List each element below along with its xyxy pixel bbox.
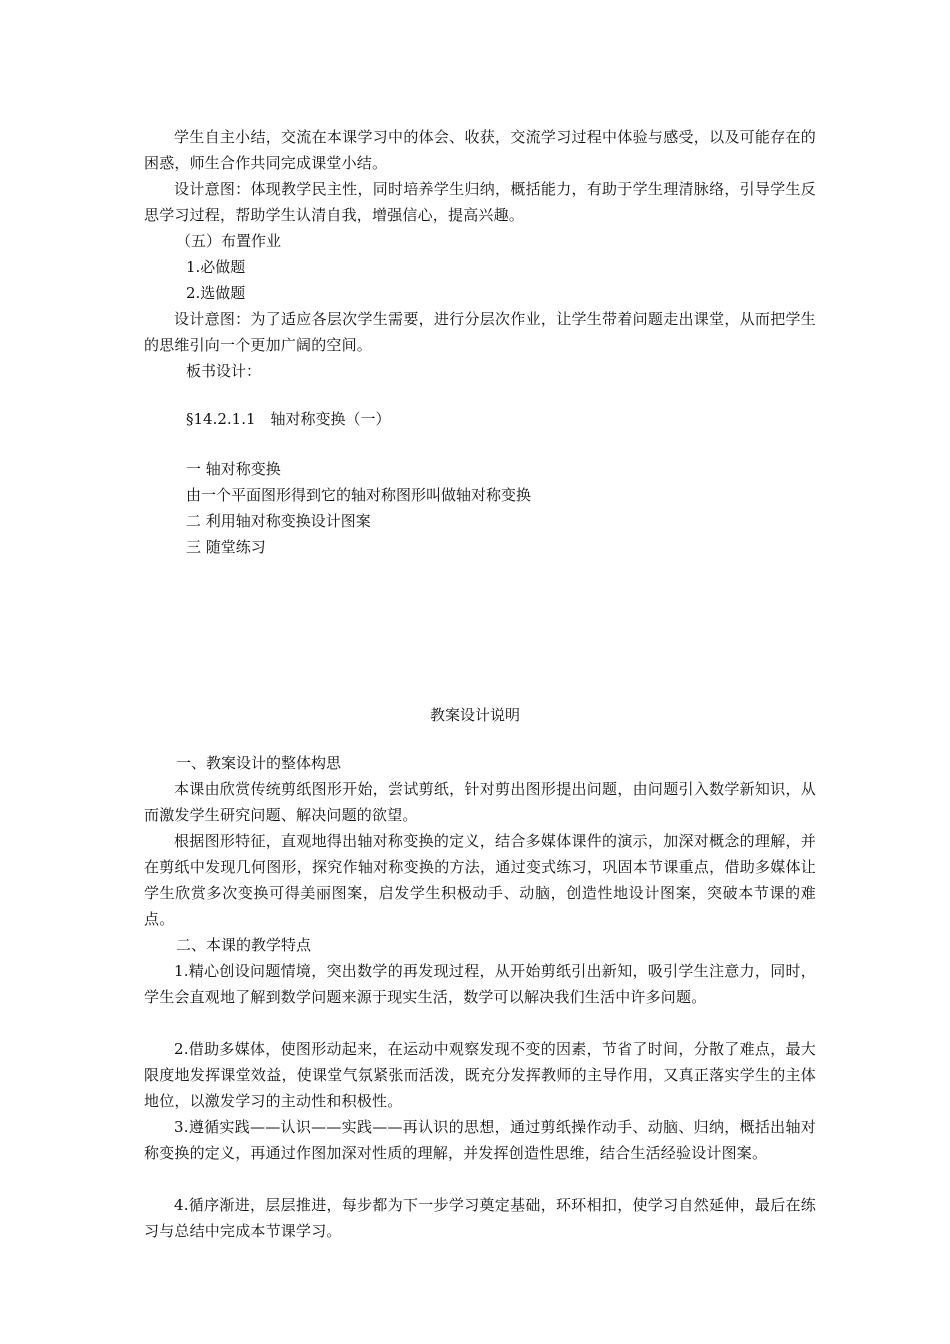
explanation-paragraph-2: 根据图形特征，直观地得出轴对称变换的定义，结合多媒体课件的演示，加深对概念的理解，并在剪纸中发现几何图形，探究作轴对称变换的方法，通过变式练习，巩固本节课重点，借助多媒体让学生欣赏多次变换可得美丽图案，启发学生积极动手、动脑，创造性地设计图案，突破本节课的难点。 bbox=[144, 832, 816, 928]
feature-3: 3.遵循实践——认识——实践——再认识的思想，通过剪纸操作动手、动脑、归纳，概括出轴对称变换的定义，再通过作图加深对性质的理解，并发挥创造性思维，结合生活经验设计图案。 bbox=[144, 1118, 816, 1162]
feature-4: 4.循序渐进，层层推进，每步都为下一步学习奠定基础，环环相扣，使学习自然延伸，最后在练习与总结中完成本节课学习。 bbox=[144, 1196, 816, 1240]
design-intent-paragraph-1: 设计意图：体现教学民主性，同时培养学生归纳，概括能力，有助于学生理清脉络，引导学生反思学习过程，帮助学生认清自我，增强信心，提高兴趣。 bbox=[144, 180, 816, 224]
explanation-title: 教案设计说明 bbox=[429, 706, 520, 724]
feature-1: 1.精心创设问题情境，突出数学的再发现过程，从开始剪纸引出新知，吸引学生注意力，同时，学生会直观地了解到数学问题来源于现实生活，数学可以解决我们生活中许多问题。 bbox=[144, 962, 816, 1006]
homework-heading: （五）布置作业 bbox=[176, 232, 282, 250]
board-design-heading: 板书设计： bbox=[186, 362, 262, 380]
board-item-1-desc: 由一个平面图形得到它的轴对称图形叫做轴对称变换 bbox=[186, 486, 532, 504]
feature-2: 2.借助多媒体，使图形动起来，在运动中观察发现不变的因素，节省了时间，分散了难点，最大限度地发挥课堂效益，使课堂气氛紧张而活泼，既充分发挥教师的主导作用，又真正落实学生的主体地位，以激发学习的主动性和积极性。 bbox=[144, 1040, 816, 1110]
explanation-paragraph-1: 本课由欣赏传统剪纸图形开始，尝试剪纸，针对剪出图形提出问题，由问题引入数学新知识，从而激发学生研究问题、解决问题的欲望。 bbox=[144, 780, 816, 824]
board-title: §14.2.1.1 轴对称变换（一） bbox=[186, 410, 391, 428]
design-intent-paragraph-2: 设计意图：为了适应各层次学生需要，进行分层次作业，让学生带着问题走出课堂，从而把学生的思维引向一个更加广阔的空间。 bbox=[144, 310, 816, 354]
explanation-heading-1: 一、教案设计的整体构思 bbox=[176, 754, 342, 772]
explanation-heading-2: 二、本课的教学特点 bbox=[176, 936, 312, 954]
board-item-3: 三 随堂练习 bbox=[186, 538, 266, 556]
board-item-1: 一 轴对称变换 bbox=[186, 460, 281, 478]
homework-item-optional: 2.选做题 bbox=[186, 284, 246, 302]
board-item-2: 二 利用轴对称变换设计图案 bbox=[186, 512, 371, 530]
summary-paragraph: 学生自主小结，交流在本课学习中的体会、收获，交流学习过程中体验与感受，以及可能存在的困惑，师生合作共同完成课堂小结。 bbox=[144, 128, 816, 172]
homework-item-required: 1.必做题 bbox=[186, 258, 246, 276]
